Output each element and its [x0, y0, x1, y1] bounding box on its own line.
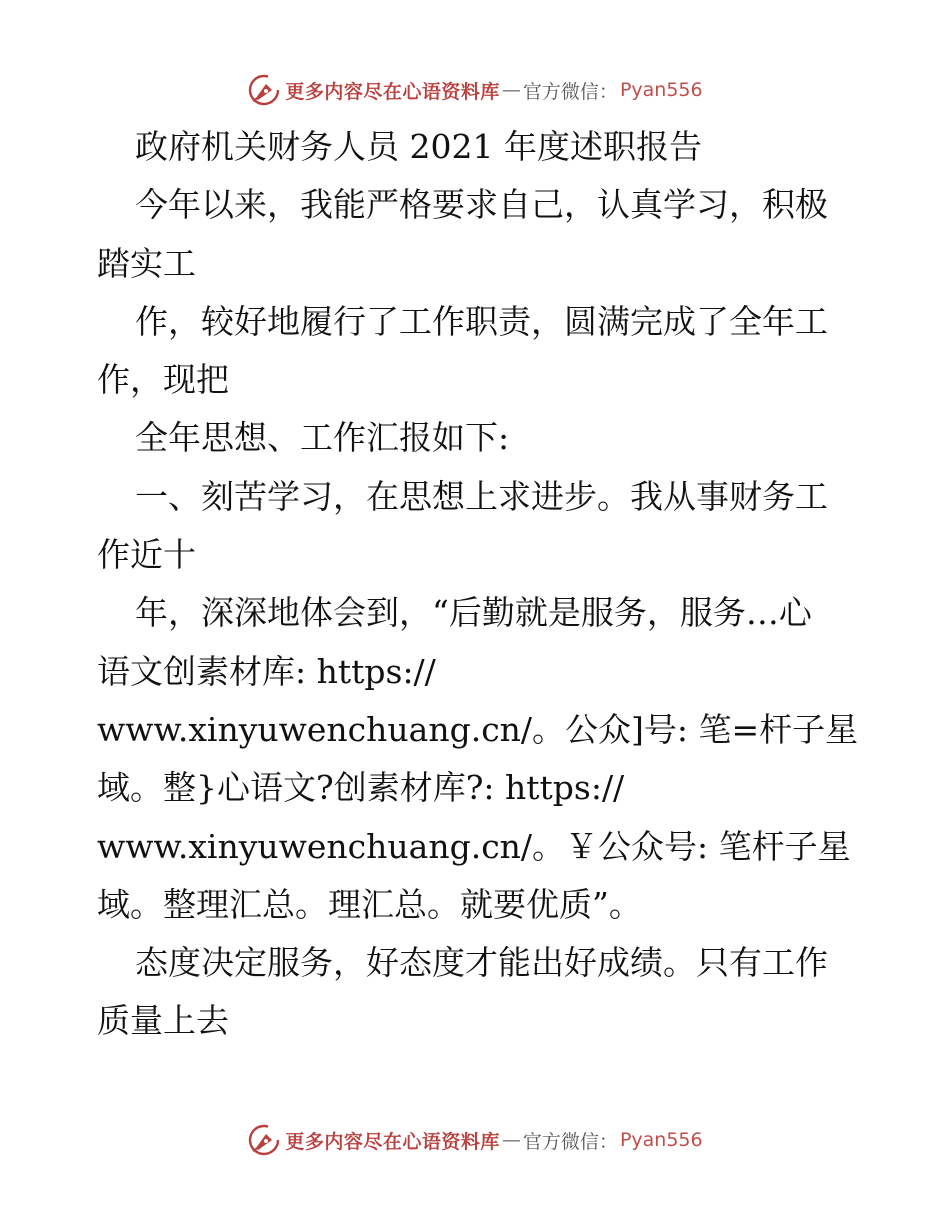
text-line: 一、刻苦学习，在思想上求进步。我从事财务工: [135, 476, 828, 516]
pen-nib-logo-icon: [247, 73, 281, 107]
text-line: 域。整}心语文?创素材库?: https://: [97, 768, 625, 808]
banner-separator: —: [501, 1129, 521, 1151]
document-title: 政府机关财务人员 2021 年度述职报告: [135, 127, 702, 166]
pen-nib-logo-icon: [247, 1123, 281, 1157]
footer-banner: [0, 1120, 950, 1160]
text-line: www.xinyuwenchuang.cn/。公众]号: 笔=杆子星: [97, 709, 859, 749]
header-banner: [0, 70, 950, 110]
text-line: www.xinyuwenchuang.cn/。￥公众号: 笔杆子星: [97, 826, 851, 866]
text-line: 年，深深地体会到，“后勤就是服务，服务…心: [135, 593, 812, 633]
text-line: 态度决定服务，好态度才能出好成绩。只有工作: [135, 943, 828, 983]
text-line: 今年以来，我能严格要求自己，认真学习，积极: [135, 185, 828, 225]
text-line: 作，现把: [97, 360, 229, 400]
banner-wechat-label: 官方微信：: [522, 80, 618, 103]
document-body: [97, 118, 887, 1051]
text-line: 语文创素材库: https://: [97, 651, 436, 691]
banner-wechat-id: Pyan556: [619, 79, 703, 101]
text-line: 作近十: [97, 535, 196, 575]
banner-text: 更多内容尽在心语资料库: [285, 80, 500, 103]
text-line: 踏实工: [97, 243, 196, 283]
banner-separator: —: [501, 79, 521, 101]
banner-wechat-id: Pyan556: [619, 1129, 703, 1151]
text-line: 作，较好地履行了工作职责，圆满完成了全年工: [135, 301, 828, 341]
text-line: 质量上去: [97, 1001, 229, 1041]
banner-wechat-label: 官方微信：: [522, 1130, 618, 1153]
text-line: 域。整理汇总。理汇总。就要优质”。: [97, 884, 642, 924]
banner-text: 更多内容尽在心语资料库: [285, 1130, 500, 1153]
text-line: 全年思想、工作汇报如下:: [135, 418, 510, 458]
